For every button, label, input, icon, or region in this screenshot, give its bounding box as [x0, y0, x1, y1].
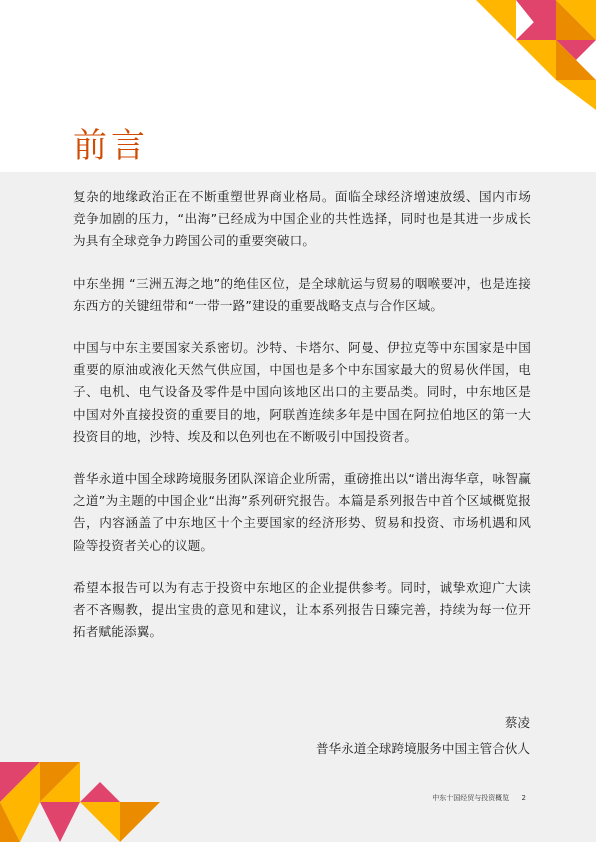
page-footer [432, 793, 526, 803]
body-text [73, 186, 531, 663]
footer-report-title: 中东十国经贸与投资概览 [432, 794, 510, 802]
decorative-triangles-bottom [0, 742, 160, 842]
page-number: 2 [521, 794, 526, 802]
deco-triangle [476, 0, 516, 40]
deco-triangle [40, 802, 80, 842]
decorative-triangles-top [476, 0, 596, 110]
deco-triangle [120, 802, 160, 842]
signature-role: 普华永道全球跨境服务中国主管合伙人 [315, 741, 530, 756]
deco-triangle [80, 802, 120, 842]
deco-triangle [556, 80, 596, 110]
paragraph: 中国与中东主要国家关系密切。沙特、卡塔尔、阿曼、伊拉克等中东国家是中国重要的原油或液化天然气供应国，中国也是多个中东国家最大的贸易伙伴国，电子、电机、电气设备及零件是中国向该地区出口的主要品类。同时，中东地区是中国对外直接投资的重要目的地，阿联酋连续多年是中国在阿拉伯地区的第一大投资目的地，沙特、埃及和以色列也在不断吸引中国投资者。 [73, 340, 531, 444]
deco-triangle [80, 782, 120, 802]
signature-name: 蔡凌 [504, 715, 530, 730]
page-title: 前言 [73, 126, 149, 166]
deco-triangle [516, 40, 556, 80]
paragraph: 希望本报告可以为有志于投资中东地区的企业提供参考。同时，诚挚欢迎广大读者不吝赐教，提出宝贵的意见和建议，让本系列报告日臻完善，持续为每一位开拓者赋能添翼。 [73, 579, 531, 640]
paragraph: 复杂的地缘政治正在不断重塑世界商业格局。面临全球经济增速放缓、国内市场竞争加剧的压力，“出海”已经成为中国企业的共性选择，同时也是其进一步成长为具有全球竞争力跨国公司的重要突破口。 [73, 189, 531, 249]
paragraph: 普华永道中国全球跨境服务团队深谙企业所需，重磅推出以“谱出海华章，咏智赢之道”为主题的中国企业“出海”系列研究报告。本篇是系列报告中首个区域概览报告，内容涵盖了中东地区十个主要国家的经济形势、贸易和投资、市场机遇和风险等投资者关心的议题。 [73, 471, 531, 553]
paragraph: 中东坐拥 “三洲五海之地”的绝佳区位，是全球航运与贸易的咽喉要冲，也是连接东西方的关键纽带和“一带一路”建设的重要战略支点与合作区域。 [73, 275, 531, 313]
